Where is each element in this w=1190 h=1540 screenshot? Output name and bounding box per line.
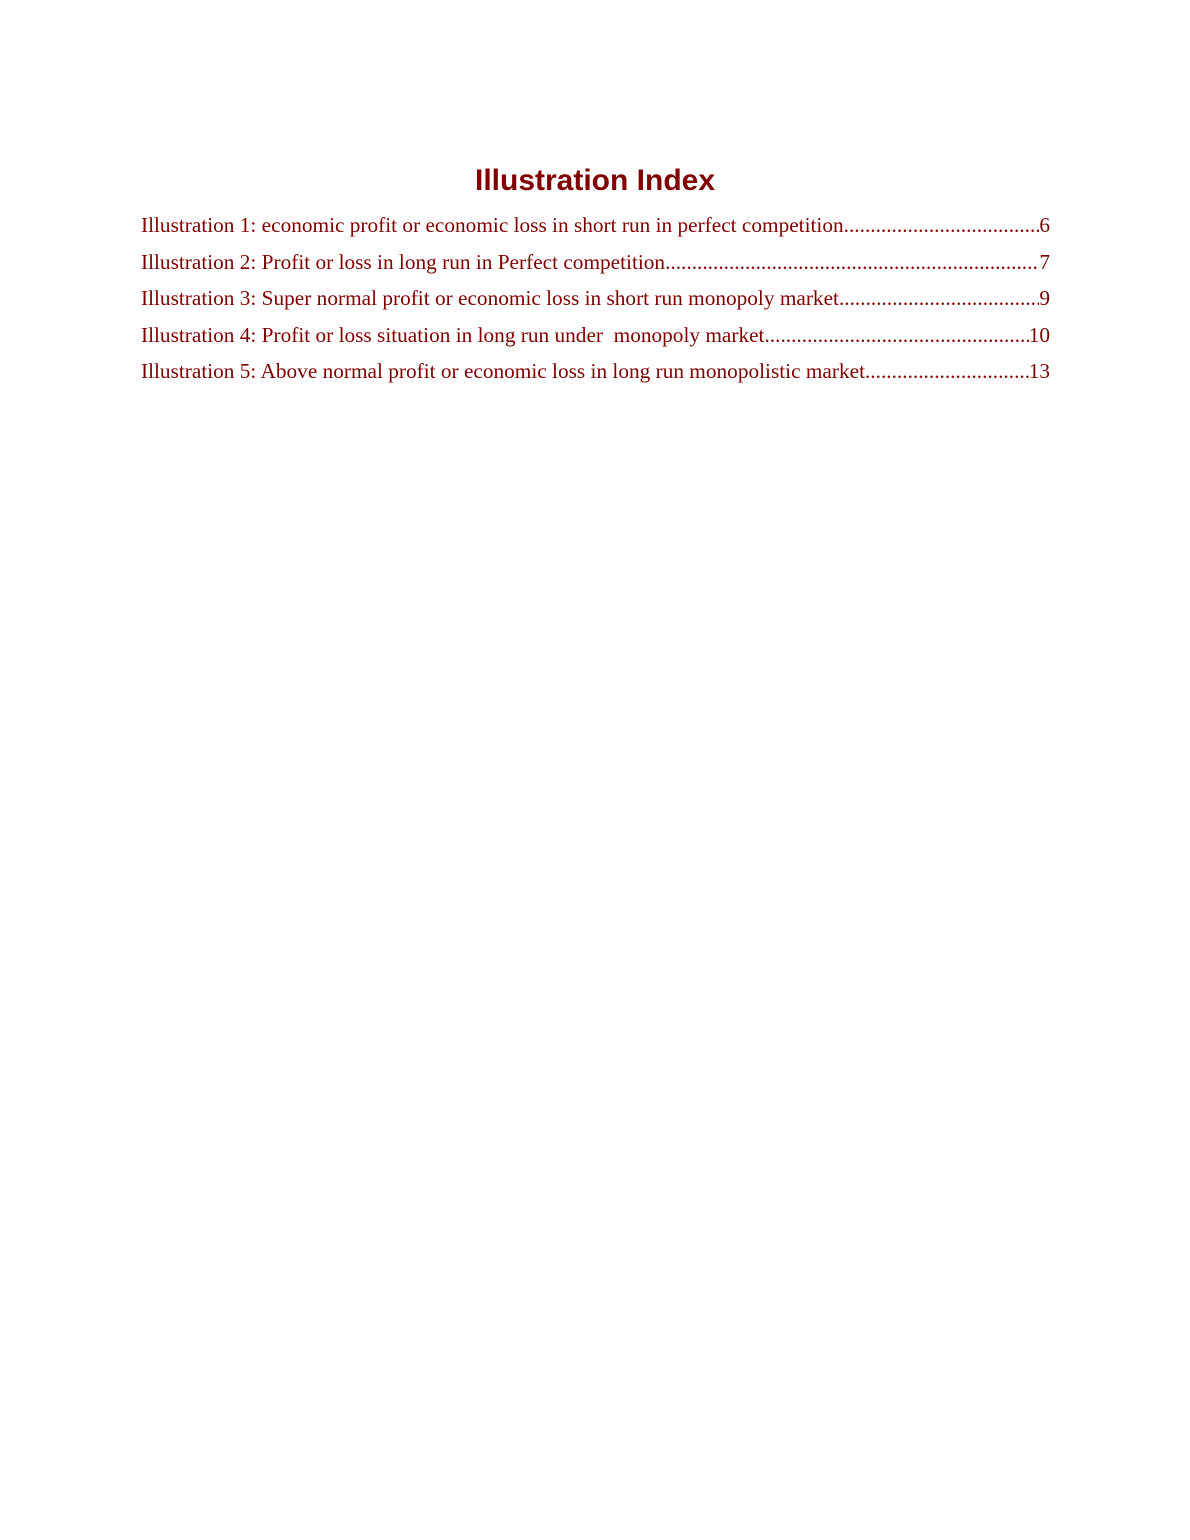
dot-leader: [665, 244, 1039, 281]
index-entry-page: 7: [1039, 249, 1050, 274]
dot-leader: [764, 317, 1028, 354]
index-entry-page: 6: [1039, 213, 1050, 237]
index-entry-page: 13: [1028, 359, 1050, 383]
index-entry-2[interactable]: [141, 244, 1050, 281]
index-entry-3[interactable]: [141, 280, 1050, 317]
illustration-index-list: [141, 207, 1050, 390]
index-entry-text: Illustration 1: economic profit or economic loss in short run in perfect competition: [141, 213, 844, 237]
dot-leader: [844, 207, 1040, 244]
index-entry-page: 9: [1039, 286, 1050, 310]
dot-leader: [865, 353, 1029, 390]
dot-leader: [839, 280, 1039, 317]
index-entry-text: Illustration 2: Profit or loss in long run in Perfect competition: [141, 249, 666, 274]
index-entry-1[interactable]: [141, 207, 1050, 244]
index-entry-5[interactable]: [141, 353, 1050, 390]
index-entry-4[interactable]: [141, 317, 1050, 354]
index-entry-page: 10: [1028, 322, 1050, 347]
index-entry-text: Illustration 3: Super normal profit or economic loss in short run monopoly market: [141, 286, 839, 310]
index-entry-text: Illustration 4: Profit or loss situation in long run under monopoly market: [141, 322, 765, 347]
index-title: Illustration Index: [474, 164, 716, 197]
index-entry-text: Illustration 5: Above normal profit or economic loss in long run monopolistic market: [141, 359, 865, 383]
